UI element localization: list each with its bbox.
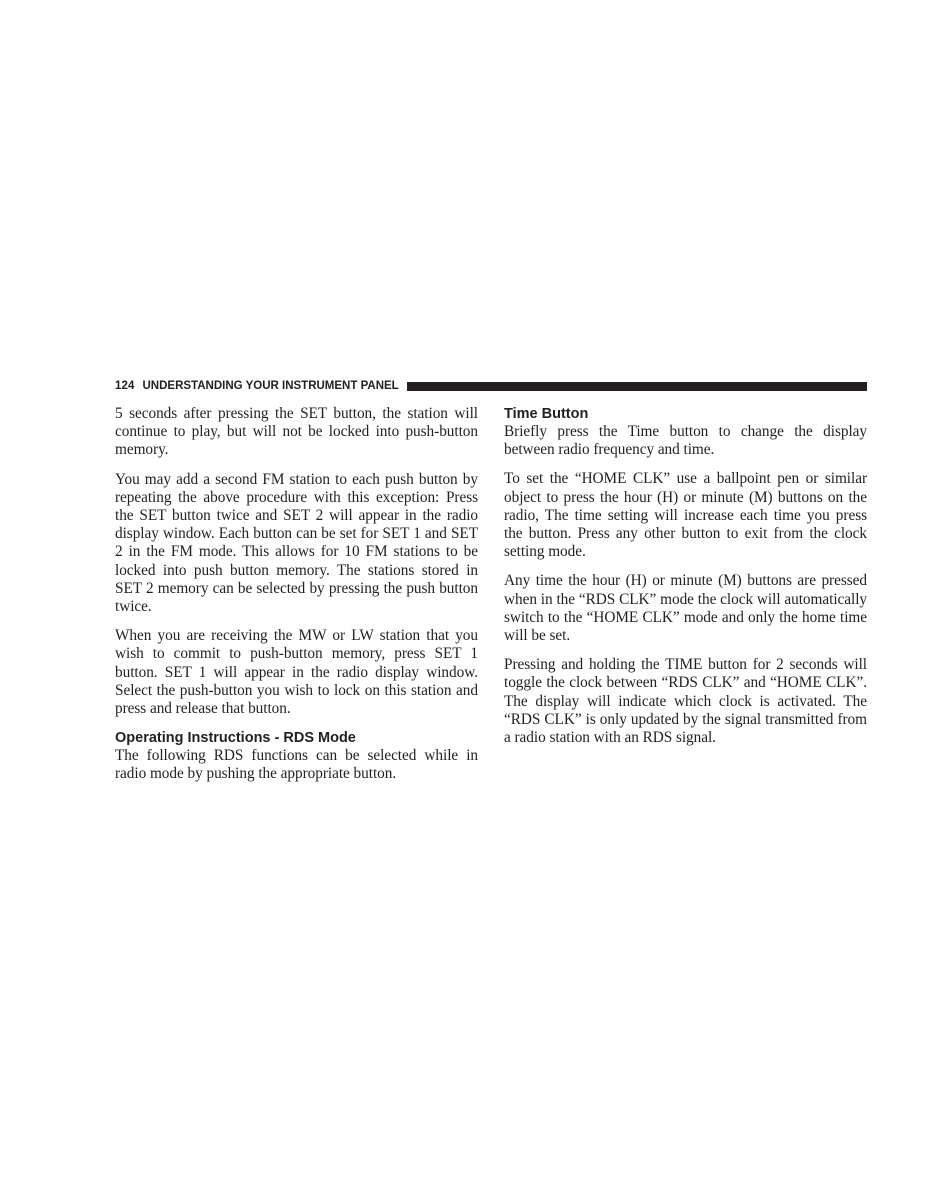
paragraph: Any time the hour (H) or minute (M) buttons are pressed when in the “RDS CLK” mode the clock will automatically switch to the “HOME CLK” mode and only the home time will be set. (504, 572, 867, 645)
paragraph: When you are receiving the MW or LW station that you wish to commit to push-button memory, press SET 1 button. SET 1 will appear in the radio display window. Select the push-button you wish to lock on this station and press and release that button. (115, 627, 478, 718)
time-button-heading: Time Button (504, 406, 589, 422)
paragraph: To set the “HOME CLK” use a ballpoint pen or similar object to press the hour (H) or minute (M) buttons on the radio, The time setting will increase each time you press the button. Press any other button to exit from the clock setting mode. (504, 470, 867, 561)
rds-mode-heading: Operating Instructions - RDS Mode (115, 730, 356, 747)
paragraph: 5 seconds after pressing the SET button, the station will continue to play, but will not be locked into push-button memory. (115, 405, 478, 459)
page-header (115, 379, 867, 393)
section-title: UNDERSTANDING YOUR INSTRUMENT PANEL (142, 380, 399, 392)
right-column (504, 405, 867, 758)
page-number: 124 (115, 380, 135, 392)
paragraph: You may add a second FM station to each push button by repeating the above procedure with this exception: Press the SET button twice and SET 2 will appear in the radio display window. Each button can be set for SET 1 and SET 2 in the FM mode. This allows for 10 FM stations to be locked into push button memory. The stations stored in SET 2 memory can be selected by pressing the push button twice. (115, 470, 478, 616)
paragraph: Briefly press the Time button to change the display between radio frequency and time. (504, 423, 867, 459)
left-column (115, 405, 478, 795)
header-rule (407, 382, 867, 391)
paragraph: The following RDS functions can be selected while in radio mode by pushing the appropriate button. (115, 747, 478, 783)
paragraph: Pressing and holding the TIME button for 2 seconds will toggle the clock between “RDS CLK” and “HOME CLK”. The display will indicate which clock is activated. The “RDS CLK” is only updated by the signal transmitted from a radio station with an RDS signal. (504, 656, 867, 747)
